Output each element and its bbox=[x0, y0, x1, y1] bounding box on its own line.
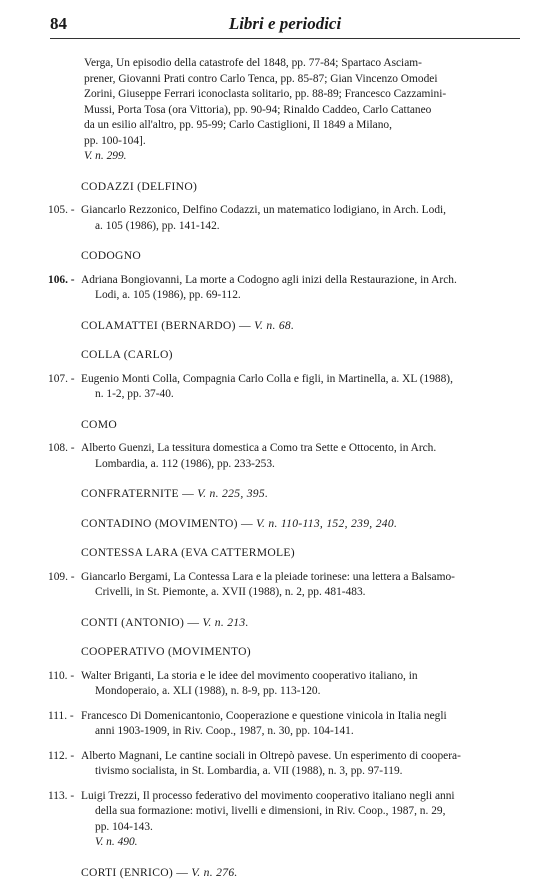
entry-number: 105. - bbox=[48, 203, 81, 219]
entry-number: 111. - bbox=[48, 709, 81, 725]
heading-text: CONFRATERNITE — bbox=[81, 487, 194, 500]
bibliography-entry bbox=[48, 669, 518, 700]
subject-heading: COLLA (CARLO) bbox=[81, 347, 518, 363]
entry-line: Mondoperaio, a. XLI (1988), n. 8-9, pp. 113-120. bbox=[81, 684, 518, 700]
heading-text: CORTI (ENRICO) — bbox=[81, 866, 188, 879]
cross-reference: V. n. 490. bbox=[81, 835, 518, 851]
entry-line: Lombardia, a. 112 (1986), pp. 233-253. bbox=[81, 457, 518, 473]
page-number: 84 bbox=[50, 14, 67, 34]
entry-line: anni 1903-1909, in Riv. Coop., 1987, n. 30, pp. 104-141. bbox=[81, 724, 518, 740]
subject-heading: CODAZZI (DELFINO) bbox=[81, 179, 518, 195]
running-title: Libri e periodici bbox=[50, 14, 520, 34]
entry-line: tivismo socialista, in St. Lombardia, a. VII (1988), n. 3, pp. 97-119. bbox=[81, 764, 518, 780]
cross-reference: V. n. 213. bbox=[202, 616, 248, 629]
heading-text: CONTADINO (MOVIMENTO) — bbox=[81, 517, 253, 530]
entry-line: a. 105 (1986), pp. 141-142. bbox=[81, 219, 518, 235]
bibliography-entry bbox=[48, 709, 518, 740]
continuation-block bbox=[84, 56, 518, 165]
entry-line: Luigi Trezzi, Il processo federativo del movimento cooperativo italiano negli anni bbox=[81, 789, 518, 805]
entry-line: Adriana Bongiovanni, La morte a Codogno agli inizi della Restaurazione, in Arch. bbox=[81, 273, 518, 289]
cross-reference: V. n. 110-113, 152, 239, 240. bbox=[256, 517, 397, 530]
heading-text: CONTI (ANTONIO) — bbox=[81, 616, 199, 629]
entry-line: della sua formazione: motivi, livelli e dimensioni, in Riv. Coop., 1987, n. 29, bbox=[81, 804, 518, 820]
continuation-line: Mussi, Porta Tosa (ora Vittoria), pp. 90-94; Rinaldo Caddeo, Carlo Cattaneo bbox=[84, 103, 518, 119]
cross-reference: V. n. 68. bbox=[254, 319, 294, 332]
bibliography-entry bbox=[48, 789, 518, 851]
entry-number: 112. - bbox=[48, 749, 81, 765]
continuation-line: Verga, Un episodio della catastrofe del 1848, pp. 77-84; Spartaco Asciam- bbox=[84, 56, 518, 72]
entry-number: 107. - bbox=[48, 372, 81, 388]
entry-line: Lodi, a. 105 (1986), pp. 69-112. bbox=[81, 288, 518, 304]
entry-line: Crivelli, in St. Piemonte, a. XVII (1988), n. 2, pp. 481-483. bbox=[81, 585, 518, 601]
page-content bbox=[48, 56, 518, 880]
entry-line: Eugenio Monti Colla, Compagnia Carlo Colla e figli, in Martinella, a. XL (1988), bbox=[81, 372, 518, 388]
bibliography-entry bbox=[48, 570, 518, 601]
entry-line: n. 1-2, pp. 37-40. bbox=[81, 387, 518, 403]
entry-number: 110. - bbox=[48, 669, 81, 685]
subject-heading: COMO bbox=[81, 417, 518, 433]
entry-line: Giancarlo Bergami, La Contessa Lara e la pleiade torinese: una lettera a Balsamo- bbox=[81, 570, 518, 586]
subject-heading bbox=[81, 516, 518, 532]
subject-heading: COOPERATIVO (MOVIMENTO) bbox=[81, 644, 518, 660]
entry-line: Walter Briganti, La storia e le idee del movimento cooperativo italiano, in bbox=[81, 669, 518, 685]
bibliography-entry bbox=[48, 273, 518, 304]
entry-line: Giancarlo Rezzonico, Delfino Codazzi, un matematico lodigiano, in Arch. Lodi, bbox=[81, 203, 518, 219]
continuation-line: prener, Giovanni Prati contro Carlo Tenca, pp. 85-87; Gian Vincenzo Omodei bbox=[84, 72, 518, 88]
entry-line: Alberto Magnani, Le cantine sociali in Oltrepò pavese. Un esperimento di coopera- bbox=[81, 749, 518, 765]
bibliography-entry bbox=[48, 441, 518, 472]
cross-reference: V. n. 276. bbox=[191, 866, 237, 879]
continuation-line: pp. 100-104]. bbox=[84, 134, 518, 150]
entry-line: pp. 104-143. bbox=[81, 820, 518, 836]
entry-number: 108. - bbox=[48, 441, 81, 457]
entry-number: 109. - bbox=[48, 570, 81, 586]
subject-heading: CONTESSA LARA (EVA CATTERMOLE) bbox=[81, 545, 518, 561]
subject-heading bbox=[81, 615, 518, 631]
entry-number: 113. - bbox=[48, 789, 81, 805]
bibliography-entry bbox=[48, 749, 518, 780]
subject-heading bbox=[81, 318, 518, 334]
cross-reference: V. n. 299. bbox=[84, 149, 518, 165]
bibliography-entry bbox=[48, 203, 518, 234]
cross-reference: V. n. 225, 395. bbox=[197, 487, 268, 500]
page-header bbox=[50, 14, 520, 39]
subject-heading bbox=[81, 486, 518, 502]
subject-heading: CODOGNO bbox=[81, 248, 518, 264]
heading-text: COLAMATTEI (BERNARDO) — bbox=[81, 319, 251, 332]
entry-number: 106. - bbox=[48, 273, 81, 289]
continuation-line: Zorini, Giuseppe Ferrari iconoclasta solitario, pp. 88-89; Francesco Cazzamini- bbox=[84, 87, 518, 103]
entry-line: Alberto Guenzi, La tessitura domestica a Como tra Sette e Ottocento, in Arch. bbox=[81, 441, 518, 457]
entry-line: Francesco Di Domenicantonio, Cooperazione e questione vinicola in Italia negli bbox=[81, 709, 518, 725]
continuation-line: da un esilio all'altro, pp. 95-99; Carlo Castiglioni, Il 1849 a Milano, bbox=[84, 118, 518, 134]
bibliography-entry bbox=[48, 372, 518, 403]
subject-heading bbox=[81, 865, 518, 880]
